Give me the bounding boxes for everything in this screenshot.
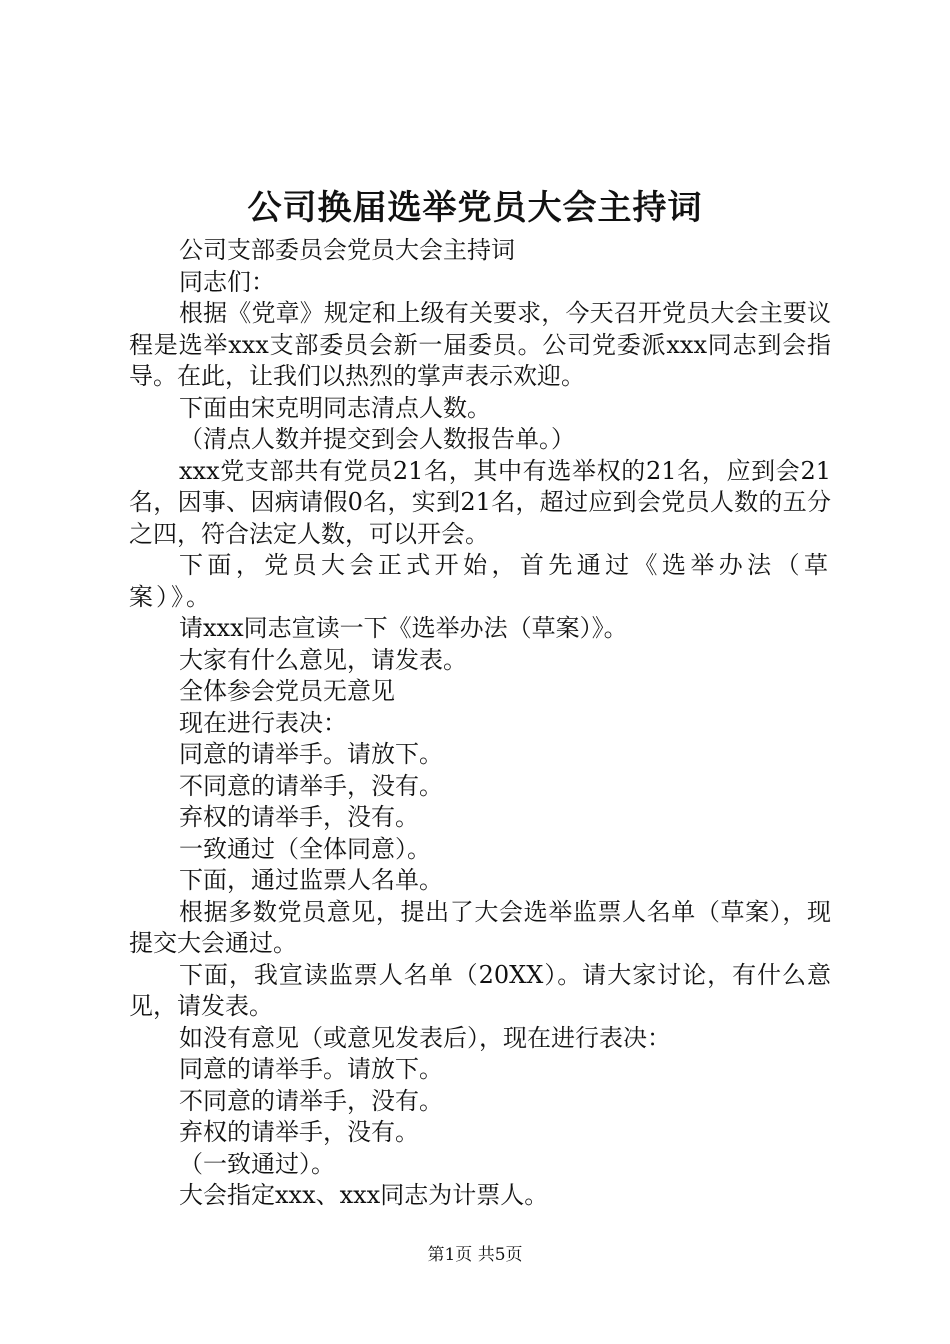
paragraph: 不同意的请举手，没有。 [179, 1086, 443, 1115]
paragraph: 一致通过（全体同意）。 [179, 834, 431, 863]
paragraph: 根据多数党员意见，提出了大会选举监票人名单（草案），现提交大会通过。 [129, 897, 831, 957]
paragraph: 不同意的请举手，没有。 [179, 771, 443, 800]
paragraph: （清点人数并提交到会人数报告单。） [179, 425, 575, 453]
paragraph: 公司支部委员会党员大会主持词 [179, 236, 515, 264]
paragraph: 弃权的请举手，没有。 [179, 803, 419, 831]
paragraph: 请xxx同志宣读一下《选举办法（草案）》。 [179, 614, 628, 642]
paragraph: 下面由宋克明同志清点人数。 [179, 393, 491, 422]
document-title: 公司换届选举党员大会主持词 [247, 188, 703, 228]
paragraph: 大家有什么意见，请发表。 [179, 645, 467, 674]
paragraph: （一致通过）。 [179, 1149, 335, 1178]
paragraph: 同志们： [179, 267, 275, 296]
paragraph: 大会指定xxx、xxx同志为计票人。 [179, 1181, 549, 1209]
document-body [129, 235, 831, 1212]
paragraph: 如没有意见（或意见发表后），现在进行表决： [179, 1023, 671, 1052]
page-footer: 第1页 共5页 [427, 1245, 523, 1265]
paragraph: 全体参会党员无意见 [179, 677, 395, 705]
paragraph: 同意的请举手。请放下。 [179, 740, 443, 768]
paragraph: 根据《党章》规定和上级有关要求，今天召开党员大会主要议程是选举xxx支部委员会新一届委员。公司党委派xxx同志到会指导。在此，让我们以热烈的掌声表示欢迎。 [129, 299, 831, 390]
paragraph: 弃权的请举手，没有。 [179, 1118, 419, 1146]
paragraph: 下面，通过监票人名单。 [179, 866, 443, 894]
paragraph: 同意的请举手。请放下。 [179, 1055, 443, 1083]
paragraph: 现在进行表决： [179, 708, 347, 737]
paragraph: 下面，党员大会正式开始，首先通过《选举办法（草案）》。 [129, 551, 831, 611]
paragraph: xxx党支部共有党员21名，其中有选举权的21名，应到会21名，因事、因病请假0名，实到21名，超过应到会党员人数的五分之四，符合法定人数，可以开会。 [129, 456, 831, 548]
paragraph: 下面，我宣读监票人名单（20XX）。请大家讨论，有什么意见，请发表。 [129, 960, 831, 1020]
